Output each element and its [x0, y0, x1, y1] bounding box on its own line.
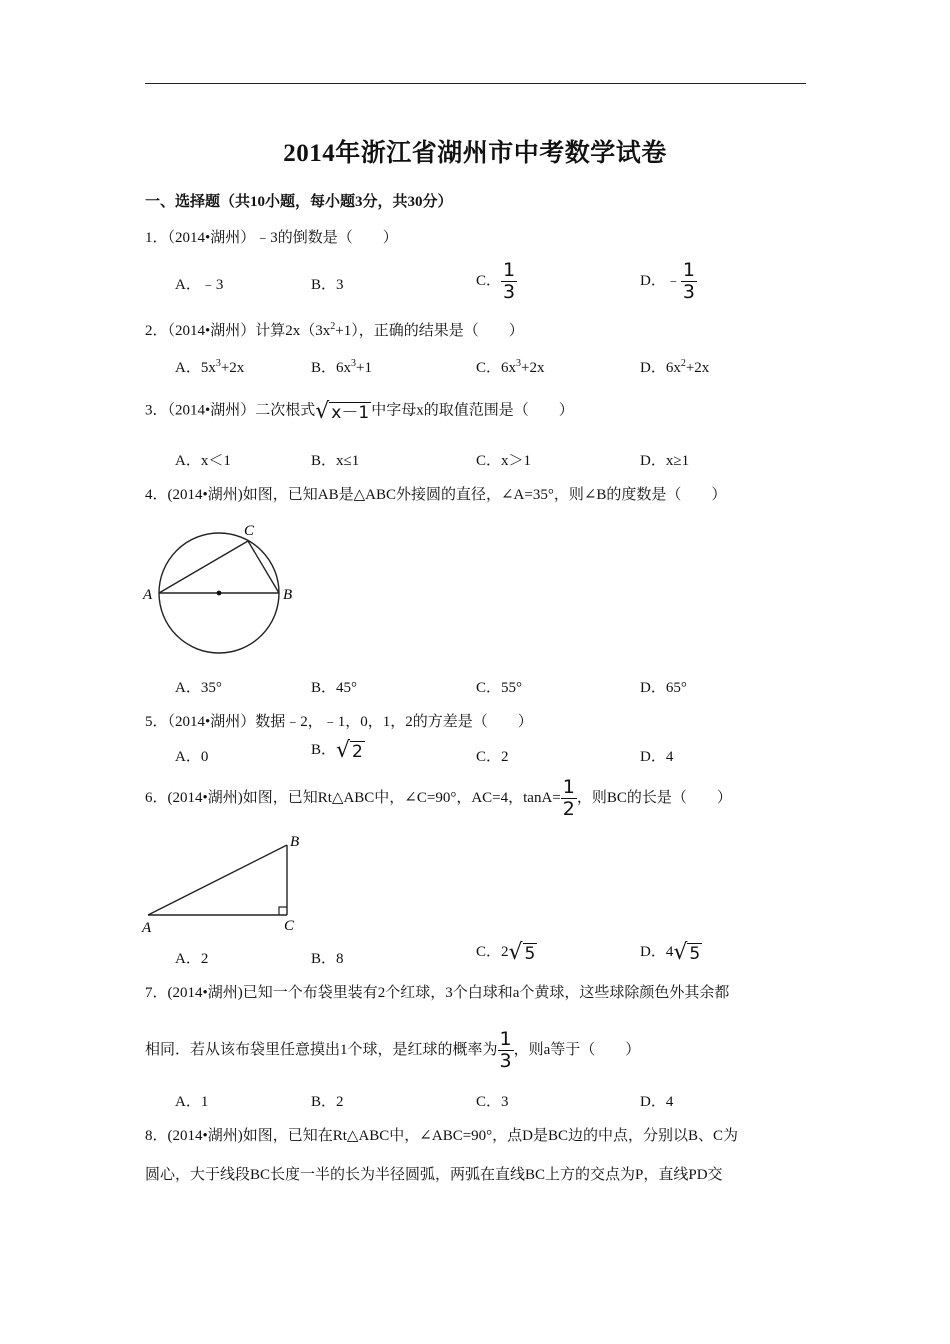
q2-option-b: B．$6x^3+1$: [311, 358, 372, 376]
circle-diagram: [140, 518, 305, 663]
question-1-stem: 1．（2014•湖州）﹣3的倒数是（ ）: [145, 230, 398, 246]
section-heading: 一、选择题（共10小题，每小题3分，共30分）: [145, 194, 453, 210]
q1-option-d: D．﹣ $\frac{1}{3}$: [640, 259, 695, 303]
question-5-stem: 5．（2014•湖州）数据﹣2，﹣1，0，1，2的方差是（ ）: [145, 714, 533, 730]
q6-option-c: C．2√ 5: [476, 940, 536, 966]
q6-option-b: B．8: [311, 951, 344, 967]
center-point: [217, 591, 222, 596]
vertex-label-c: C: [244, 523, 255, 539]
fraction: $\frac{1}{2}$: [562, 776, 575, 820]
q4-option-c: C．55°: [476, 680, 523, 696]
q2-option-c: C．$6x^3+2x$: [476, 358, 545, 376]
question-6-stem: 6．(2014•湖州)如图，已知Rt△ABC中，∠C=90°，AC=4，tanA= $\frac{1}{2}$ ，则BC的长是（ ）: [145, 776, 732, 820]
fraction: $\frac{1}{3}$: [503, 259, 516, 303]
vertex-label-a: A: [142, 920, 152, 936]
q3-option-d: D．x≥1: [640, 453, 690, 469]
q7-option-d: D．4: [640, 1094, 674, 1110]
q2-option-d: D．$6x^2+2x$: [640, 358, 710, 376]
vertex-label-c: C: [284, 918, 295, 934]
q1-option-b: B．3: [311, 277, 344, 293]
question-3-stem: 3．（2014•湖州）二次根式√ x－1 中字母x的取值范围是（ ）: [145, 399, 574, 424]
question-7-line-2: 相同．若从该布袋里任意摸出1个球，是红球的概率为 $\frac{1}{3}$ ，则a等于（ ）: [145, 1028, 641, 1072]
q3-option-b: B．x≤1: [311, 453, 360, 469]
q7-option-a: A．1: [175, 1094, 209, 1110]
radical: √ 5: [508, 940, 536, 966]
vertex-label-a: A: [143, 587, 153, 603]
q4-option-d: D．65°: [640, 680, 687, 696]
q4-option-a: A．35°: [175, 680, 222, 696]
radical: √ 2: [336, 738, 363, 764]
q5-option-a: A．0: [175, 749, 209, 765]
vertex-label-b: B: [290, 834, 300, 850]
right-angle-mark: [279, 907, 287, 915]
q1-option-c: C． $\frac{1}{3}$: [476, 259, 516, 303]
fraction: $\frac{1}{3}$: [682, 259, 695, 303]
q3-option-c: C．x＞1: [476, 453, 532, 469]
q5-option-d: D．4: [640, 749, 674, 765]
question-2-stem: 2．（2014•湖州）计算$2x(3x^2+1)$，正确的结果是（ ）: [145, 321, 524, 339]
question-8-line-2: 圆心，大于线段BC长度一半的长为半径圆弧，两弧在直线BC上方的交点为P，直线PD交: [145, 1167, 723, 1183]
q6-option-d: D．4√ 5: [640, 940, 701, 966]
q4-option-b: B．45°: [311, 680, 358, 696]
vertex-label-b: B: [283, 587, 293, 603]
q3-option-a: A．x＜1: [175, 453, 231, 469]
q1-option-a: A．﹣3: [175, 277, 224, 293]
radical: √ x－1: [315, 399, 370, 424]
header-rule: [145, 83, 806, 84]
q7-option-b: B．2: [311, 1094, 344, 1110]
page-title: 2014年浙江省湖州市中考数学试卷: [283, 140, 667, 167]
right-triangle-diagram: [140, 830, 310, 940]
question-8-line-1: 8．(2014•湖州)如图，已知在Rt△ABC中，∠ABC=90°，点D是BC边的中点，分别以B、C为: [145, 1128, 739, 1144]
q5-option-c: C．2: [476, 749, 509, 765]
q5-option-b: B．√ 2: [311, 738, 363, 764]
radical: √ 5: [673, 940, 701, 966]
q2-option-a: A．$5x^3+2x$: [175, 358, 245, 376]
q7-option-c: C．3: [476, 1094, 509, 1110]
q6-option-a: A．2: [175, 951, 209, 967]
fraction: $\frac{1}{3}$: [499, 1028, 512, 1072]
question-7-line-1: 7．(2014•湖州)已知一个布袋里装有2个红球，3个白球和a个黄球，这些球除颜色外其余都: [145, 985, 730, 1001]
question-4-stem: 4．(2014•湖州)如图，已知AB是△ABC外接圆的直径，∠A=35°，则∠B的度数是（ ）: [145, 487, 727, 503]
